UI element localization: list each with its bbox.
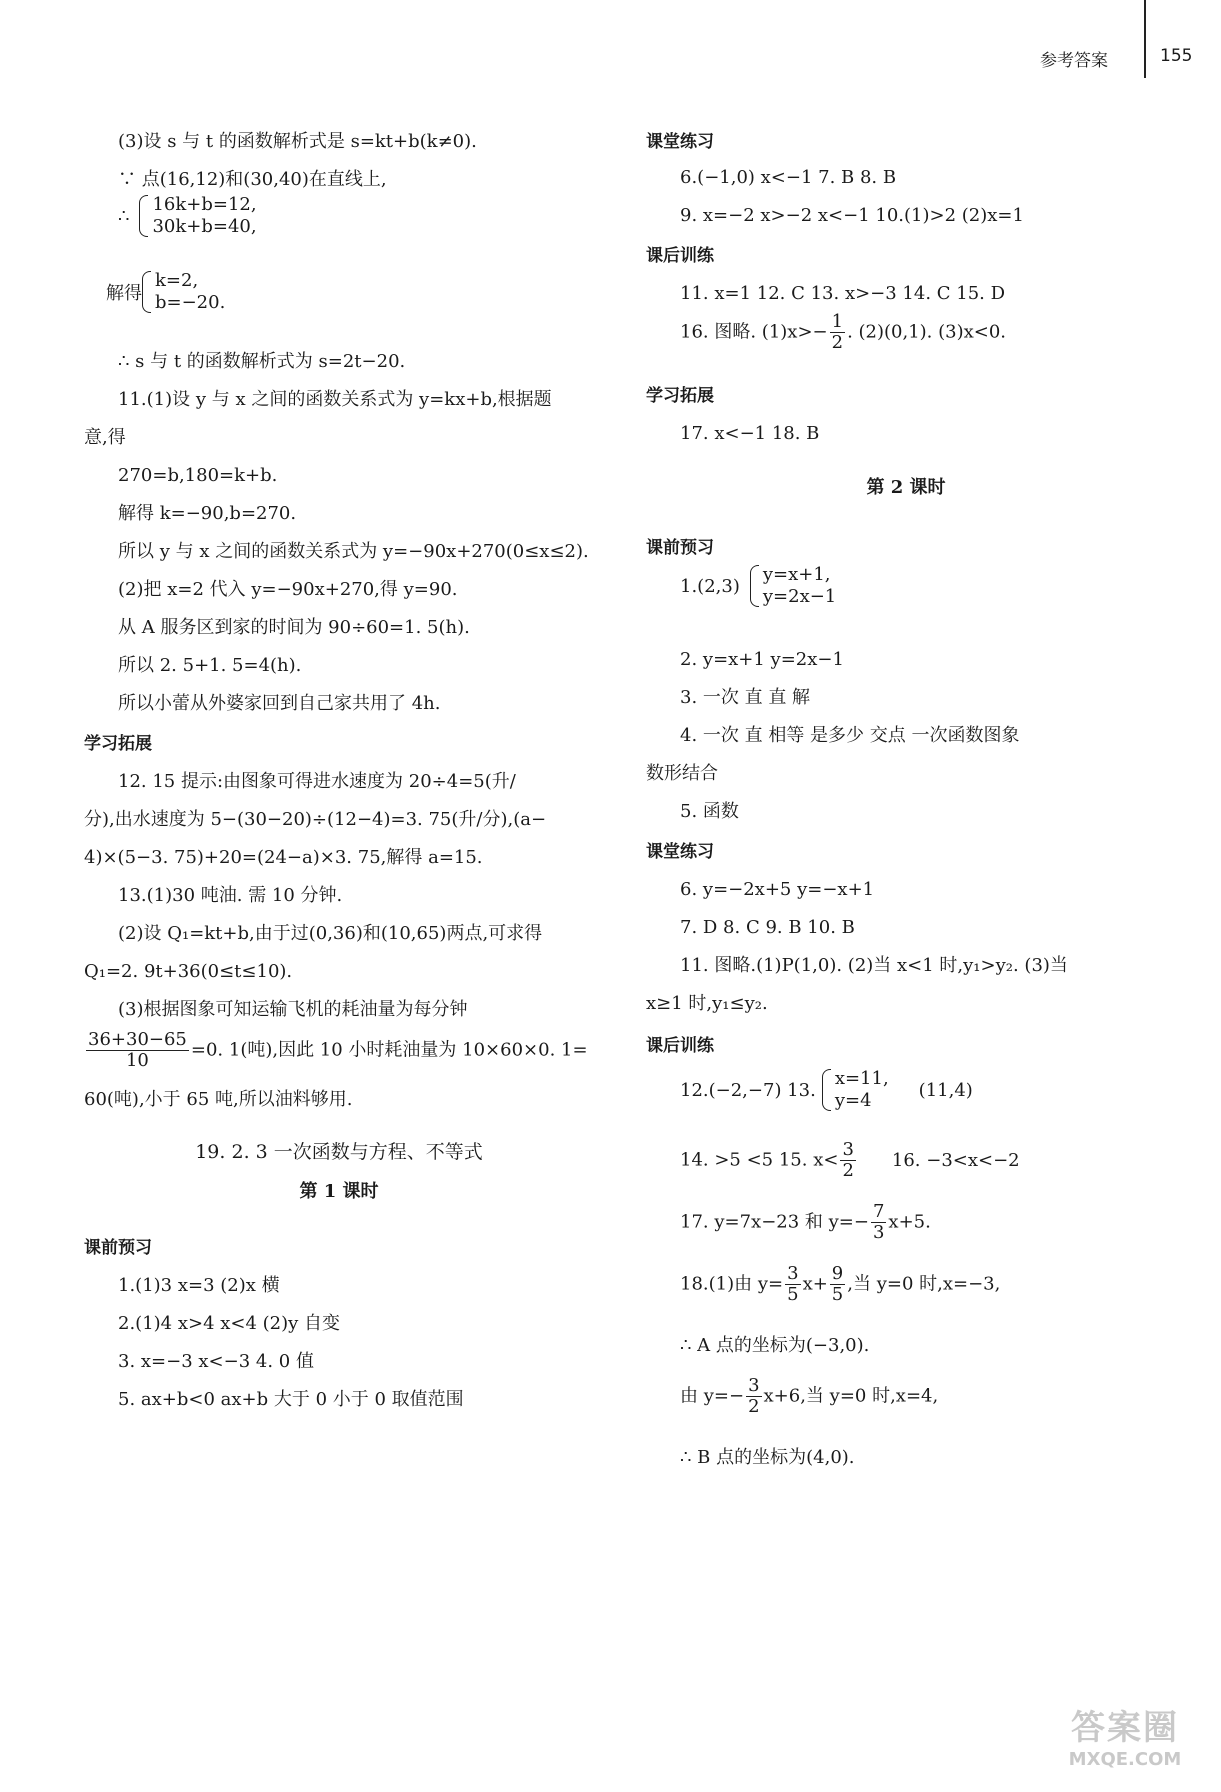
section-heading: 课后训练	[646, 1036, 714, 1056]
therefore-symbol: ∴	[118, 205, 130, 227]
text-line: 11. 图略.(1)P(1,0). (2)当 x<1 时,y₁>y₂. (3)当	[680, 955, 1068, 976]
equation-line: y=2x−1	[762, 586, 837, 607]
fraction	[86, 1030, 189, 1071]
fraction-denominator: 10	[125, 1050, 149, 1071]
text-line: 5. ax+b<0 ax+b 大于 0 小于 0 取值范围	[118, 1389, 464, 1410]
text-line: 12. 15 提示:由图象可得进水速度为 20÷4=5(升/	[118, 771, 516, 792]
text-line: 60(吨),小于 65 吨,所以油料够用.	[84, 1089, 353, 1110]
text-segment: 12.(−2,−7) 13.	[680, 1079, 816, 1101]
fraction-line	[646, 312, 1006, 353]
fraction-denominator: 2	[748, 1396, 760, 1417]
section-heading: 课前预习	[646, 538, 714, 558]
text-segment: x+5.	[888, 1211, 931, 1233]
text-segment: 16. −3<x<−2	[891, 1149, 1020, 1171]
brace-icon	[142, 271, 151, 313]
fraction-denominator: 2	[842, 1160, 854, 1181]
text-segment: 16. 图略. (1)x>−	[680, 321, 828, 343]
text-segment: 1.(2,3)	[680, 575, 740, 597]
fraction-numerator: 3	[787, 1263, 799, 1284]
equation-line: b=−20.	[155, 292, 226, 313]
fraction-denominator: 2	[831, 332, 844, 353]
text-line: 所以 y 与 x 之间的函数关系式为 y=−90x+270(0≤x≤2).	[118, 541, 589, 562]
text-line: (3)根据图象可知运输飞机的耗油量为每分钟	[118, 999, 468, 1020]
equation-line: x=11,	[834, 1068, 889, 1089]
text-line: 2. y=x+1 y=2x−1	[680, 649, 844, 670]
section-heading: 课前预习	[84, 1238, 152, 1258]
equation-line: 30k+b=40,	[152, 216, 257, 237]
text-line: x≥1 时,y₁≤y₂.	[646, 993, 768, 1014]
solution-prefix: 解得	[106, 283, 142, 304]
fraction-denominator: 3	[872, 1222, 885, 1243]
fraction	[746, 1376, 761, 1417]
text-line: 6. y=−2x+5 y=−x+1	[680, 879, 875, 900]
text-segment: x+6,当 y=0 时,x=4,	[763, 1385, 939, 1407]
lesson-title: 第 1 课时	[299, 1181, 379, 1202]
equation-line: y=x+1,	[762, 564, 831, 585]
section-heading: 学习拓展	[646, 386, 714, 406]
lesson-title: 第 2 课时	[866, 477, 946, 498]
text-segment: . (2)(0,1). (3)x<0.	[847, 321, 1007, 343]
text-line: 所以 2. 5+1. 5=4(h).	[118, 655, 302, 676]
equation-line: y=4	[834, 1090, 872, 1111]
page-number: 155	[1160, 46, 1193, 66]
text-line: 11.(1)设 y 与 x 之间的函数关系式为 y=kx+b,根据题	[118, 389, 552, 410]
text-segment: 18.(1)由 y=	[680, 1273, 784, 1295]
text-line: ∴ s 与 t 的函数解析式为 s=2t−20.	[118, 351, 406, 372]
text-segment: 14. >5 <5 15. x<	[680, 1149, 839, 1171]
watermark-text: 答案圈	[1071, 1708, 1179, 1748]
section-heading: 课后训练	[646, 246, 714, 266]
brace-icon	[139, 195, 148, 237]
text-line: ∴ A 点的坐标为(−3,0).	[680, 1335, 870, 1356]
text-line: 4. 一次 直 相等 是多少 交点 一次函数图象	[680, 725, 1020, 746]
text-line: 7. D 8. C 9. B 10. B	[680, 917, 855, 938]
text-segment: 由 y=−	[680, 1385, 745, 1407]
section-heading: 学习拓展	[84, 734, 152, 754]
equation-line: k=2,	[155, 270, 199, 291]
fraction-denominator: 5	[831, 1284, 844, 1305]
text-line: 6.(−1,0) x<−1 7. B 8. B	[680, 167, 897, 188]
text-line: 9. x=−2 x>−2 x<−1 10.(1)>2 (2)x=1	[680, 205, 1024, 226]
text-line: 数形结合	[646, 763, 718, 784]
fraction-line	[84, 1030, 588, 1071]
fraction	[785, 1264, 800, 1305]
text-line: 270=b,180=k+b.	[118, 465, 278, 486]
text-line: (3)设 s 与 t 的函数解析式是 s=kt+b(k≠0).	[118, 131, 477, 152]
fraction-numerator: 1	[831, 311, 844, 332]
text-line: 1.(1)3 x=3 (2)x 横	[118, 1275, 280, 1296]
text-line: 3. x=−3 x<−3 4. 0 值	[118, 1351, 314, 1372]
text-line: 13.(1)30 吨油. 需 10 分钟.	[118, 885, 343, 906]
text-line: ∵ 点(16,12)和(30,40)在直线上,	[118, 169, 387, 190]
equation-system	[680, 564, 836, 608]
text-line: 解得 k=−90,b=270.	[118, 503, 297, 524]
text-segment: ,当 y=0 时,x=−3,	[847, 1273, 1001, 1295]
text-line: (2)把 x=2 代入 y=−90x+270,得 y=90.	[118, 579, 458, 600]
fraction-line	[646, 1376, 938, 1417]
fraction-line	[646, 1202, 931, 1243]
text-line: 意,得	[84, 427, 126, 448]
equation-system	[118, 194, 257, 238]
fraction-numerator: 3	[748, 1375, 760, 1396]
text-line: ∴ B 点的坐标为(4,0).	[680, 1447, 855, 1468]
text-line: 11. x=1 12. C 13. x>−3 14. C 15. D	[680, 283, 1006, 304]
text-line: 所以小蕾从外婆家回到自己家共用了 4h.	[118, 693, 441, 714]
watermark-url: MXQE.COM	[1068, 1749, 1182, 1770]
brace-icon	[750, 565, 759, 607]
fraction-denominator: 5	[787, 1284, 799, 1305]
equation-line: 16k+b=12,	[152, 194, 257, 215]
text-line: 分),出水速度为 5−(30−20)÷(12−4)=3. 75(升/分),(a−	[84, 809, 547, 830]
fraction-numerator: 7	[872, 1201, 885, 1222]
text-segment: 17. y=7x−23 和 y=−	[680, 1211, 869, 1233]
text-line: 4)×(5−3. 75)+20=(24−a)×3. 75,解得 a=15.	[84, 847, 483, 868]
text-line: =0. 1(吨),因此 10 小时耗油量为 10×60×0. 1=	[190, 1039, 588, 1061]
text-segment: (11,4)	[918, 1079, 973, 1101]
solution-system	[106, 270, 225, 314]
fraction-numerator: 3	[842, 1139, 854, 1160]
equation-system	[680, 1068, 973, 1112]
text-line: 5. 函数	[680, 801, 739, 822]
section-heading: 课堂练习	[646, 132, 714, 152]
text-segment: x+	[802, 1273, 828, 1295]
fraction	[830, 1264, 845, 1305]
fraction-line	[646, 1264, 1000, 1305]
text-line: Q₁=2. 9t+36(0≤t≤10).	[84, 961, 293, 982]
text-line: 2.(1)4 x>4 x<4 (2)y 自变	[118, 1313, 341, 1334]
brace-icon	[822, 1069, 831, 1111]
fraction	[840, 1140, 855, 1181]
section-title: 19. 2. 3 一次函数与方程、不等式	[195, 1141, 483, 1163]
fraction-numerator: 9	[831, 1263, 844, 1284]
watermark-logo	[1050, 1700, 1200, 1770]
fraction-numerator: 36+30−65	[88, 1029, 187, 1050]
fraction-line	[646, 1140, 1020, 1181]
text-line: (2)设 Q₁=kt+b,由于过(0,36)和(10,65)两点,可求得	[118, 923, 543, 944]
text-line: 17. x<−1 18. B	[680, 423, 820, 444]
header-divider	[1144, 0, 1146, 78]
fraction	[830, 312, 845, 353]
text-line: 3. 一次 直 直 解	[680, 687, 811, 708]
fraction	[871, 1202, 886, 1243]
header-title: 参考答案	[1040, 51, 1108, 71]
text-line: 从 A 服务区到家的时间为 90÷60=1. 5(h).	[118, 617, 470, 638]
section-heading: 课堂练习	[646, 842, 714, 862]
